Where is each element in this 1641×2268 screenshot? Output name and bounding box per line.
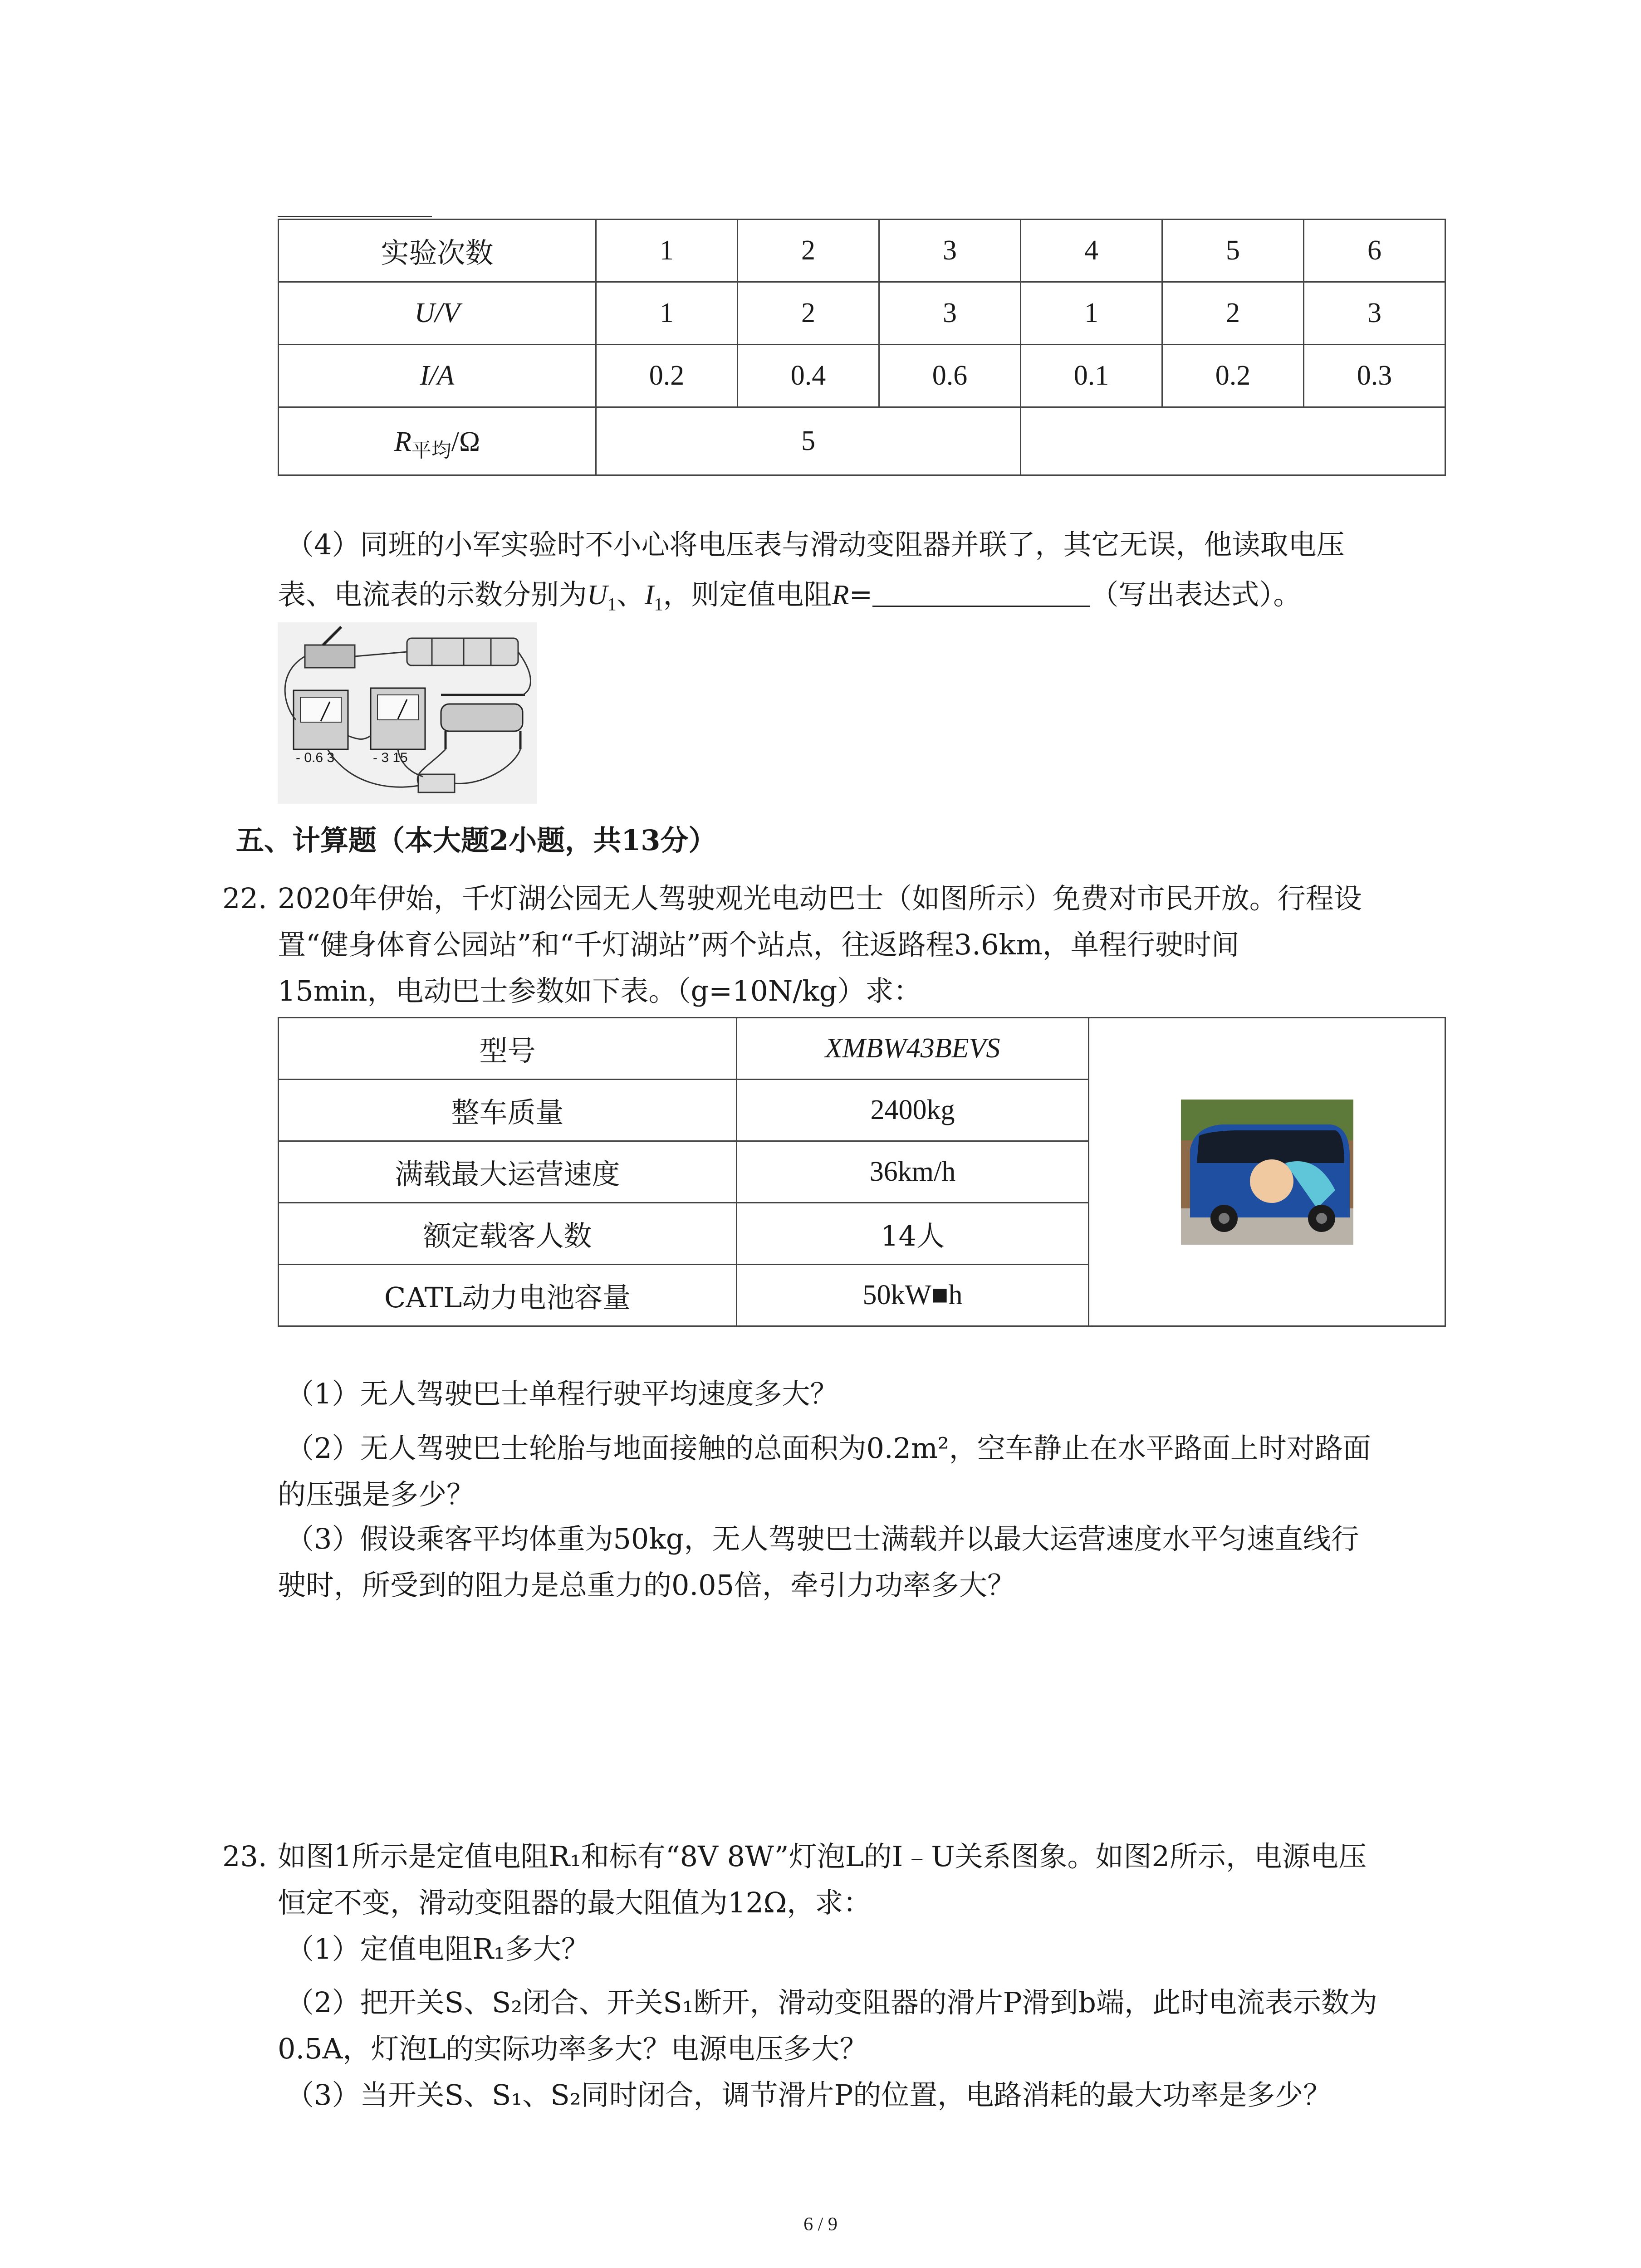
param-label: 满载最大运营速度 (279, 1141, 737, 1203)
q23-sub1: （1）定值电阻R₁多大？ (286, 1932, 589, 1965)
table-cell: 1 (1021, 282, 1162, 345)
table-cell: 6 (1304, 220, 1445, 282)
table-cell: 3 (879, 282, 1021, 345)
text: （写出表达式）。 (1090, 578, 1302, 611)
q22-line2: 置“健身体育公园站”和“千灯湖站”两个站点，往返路程3.6km，单程行驶时间 (278, 928, 1239, 961)
param-value: 14人 (737, 1203, 1089, 1265)
ammeter-scale-label: - 0.6 3 (296, 750, 335, 765)
q22-line3: 15min，电动巴士参数如下表。（g=10N/kg）求： (278, 974, 922, 1007)
param-value: 50kW■h (737, 1265, 1089, 1326)
table-cell: 0.2 (1162, 345, 1304, 407)
text: 表、电流表的示数分别为 (278, 578, 588, 611)
circuit-figure (278, 622, 537, 804)
circuit-drawing (278, 622, 537, 804)
param-label: 整车质量 (279, 1080, 737, 1141)
bus-photo-cell (1089, 1018, 1445, 1326)
table-cell: 0.3 (1304, 345, 1445, 407)
table-cell: 4 (1021, 220, 1162, 282)
bus-parameter-table (278, 1017, 1446, 1327)
row-label-resistance (279, 407, 596, 475)
r-subscript: 平均 (411, 438, 451, 462)
table-header-label: 实验次数 (279, 220, 596, 282)
r-unit: /Ω (451, 426, 480, 457)
table-cell: 2 (738, 220, 879, 282)
q23-sub3: （3）当开关S、S₁、S₂同时闭合，调节滑片P的位置，电路消耗的最大功率是多少？ (286, 2078, 1332, 2112)
table-cell-empty (1021, 407, 1445, 475)
symbol-u: U (587, 580, 607, 611)
equals-sign: = (849, 578, 873, 611)
row-label-voltage: U/V (279, 282, 596, 345)
table-cell: 0.4 (738, 345, 879, 407)
param-value: XMBW43BEVS (737, 1018, 1089, 1080)
param-label: 型号 (279, 1018, 737, 1080)
table-cell: 1 (596, 220, 738, 282)
top-rule (278, 216, 432, 217)
table-row (279, 220, 1445, 282)
q22-line1: 2020年伊始，千灯湖公园无人驾驶观光电动巴士（如图所示）免费对市民开放。行程设 (278, 882, 1362, 915)
q22-sub2-line2: 的压强是多少？ (278, 1478, 475, 1511)
table-cell: 3 (1304, 282, 1445, 345)
table-row (279, 345, 1445, 407)
param-value: 36km/h (737, 1141, 1089, 1203)
q22-sub1: （1）无人驾驶巴士单程行驶平均速度多大？ (286, 1377, 838, 1410)
text: ，则定值电阻 (663, 578, 832, 611)
row-label-current: I/A (279, 345, 596, 407)
r-symbol: R (394, 426, 411, 457)
bus-photo (1181, 1100, 1353, 1245)
page-number: 6 / 9 (803, 2214, 838, 2235)
table-cell: 5 (1162, 220, 1304, 282)
param-label: 额定载客人数 (279, 1203, 737, 1265)
text: 、 (616, 578, 645, 611)
table-row (279, 407, 1445, 475)
table-cell: 0.2 (596, 345, 738, 407)
subscript: 1 (654, 594, 663, 615)
question-number: 22. (222, 882, 267, 915)
table-cell: 3 (879, 220, 1021, 282)
table-cell: 2 (738, 282, 879, 345)
q23-line1: 如图1所示是定值电阻R₁和标有“8V 8W”灯泡L的I﹣U关系图象。如图2所示，电源电压 (278, 1840, 1367, 1873)
q21-4-line2 (278, 571, 1301, 619)
table-cell: 0.6 (879, 345, 1021, 407)
resistance-average-value: 5 (596, 407, 1021, 475)
table-cell: 2 (1162, 282, 1304, 345)
table-row (279, 1018, 1445, 1080)
table-cell: 0.1 (1021, 345, 1162, 407)
symbol-r: R (832, 580, 849, 611)
param-value: 2400kg (737, 1080, 1089, 1141)
q21-4-line1: （4）同班的小军实验时不小心将电压表与滑动变阻器并联了，其它无误，他读取电压 (286, 528, 1345, 561)
answer-blank[interactable] (872, 578, 1090, 607)
q23-line2: 恒定不变，滑动变阻器的最大阻值为12Ω，求： (278, 1886, 872, 1919)
voltmeter-scale-label: - 3 15 (373, 750, 408, 765)
bus-image (1181, 1100, 1353, 1245)
q22-sub3-line2: 驶时，所受到的阻力是总重力的0.05倍，牵引力功率多大？ (278, 1569, 1016, 1602)
experiment-table (278, 219, 1446, 476)
section-title: 五、计算题（本大题2小题，共13分） (236, 824, 717, 857)
table-cell: 1 (596, 282, 738, 345)
symbol-i: I (644, 580, 654, 611)
q23-sub2-line2: 0.5A，灯泡L的实际功率多大？电源电压多大？ (278, 2032, 868, 2065)
subscript: 1 (607, 594, 617, 615)
table-row (279, 282, 1445, 345)
q22-sub3-line1: （3）假设乘客平均体重为50kg，无人驾驶巴士满载并以最大运营速度水平匀速直线行 (286, 1522, 1359, 1555)
param-label: CATL动力电池容量 (279, 1265, 737, 1326)
q23-sub2-line1: （2）把开关S、S₂闭合、开关S₁断开，滑动变阻器的滑片P滑到b端，此时电流表示数为 (286, 1986, 1377, 2019)
q22-sub2-line1: （2）无人驾驶巴士轮胎与地面接触的总面积为0.2m²，空车静止在水平路面上时对路面 (286, 1432, 1371, 1465)
question-number: 23. (222, 1840, 267, 1873)
